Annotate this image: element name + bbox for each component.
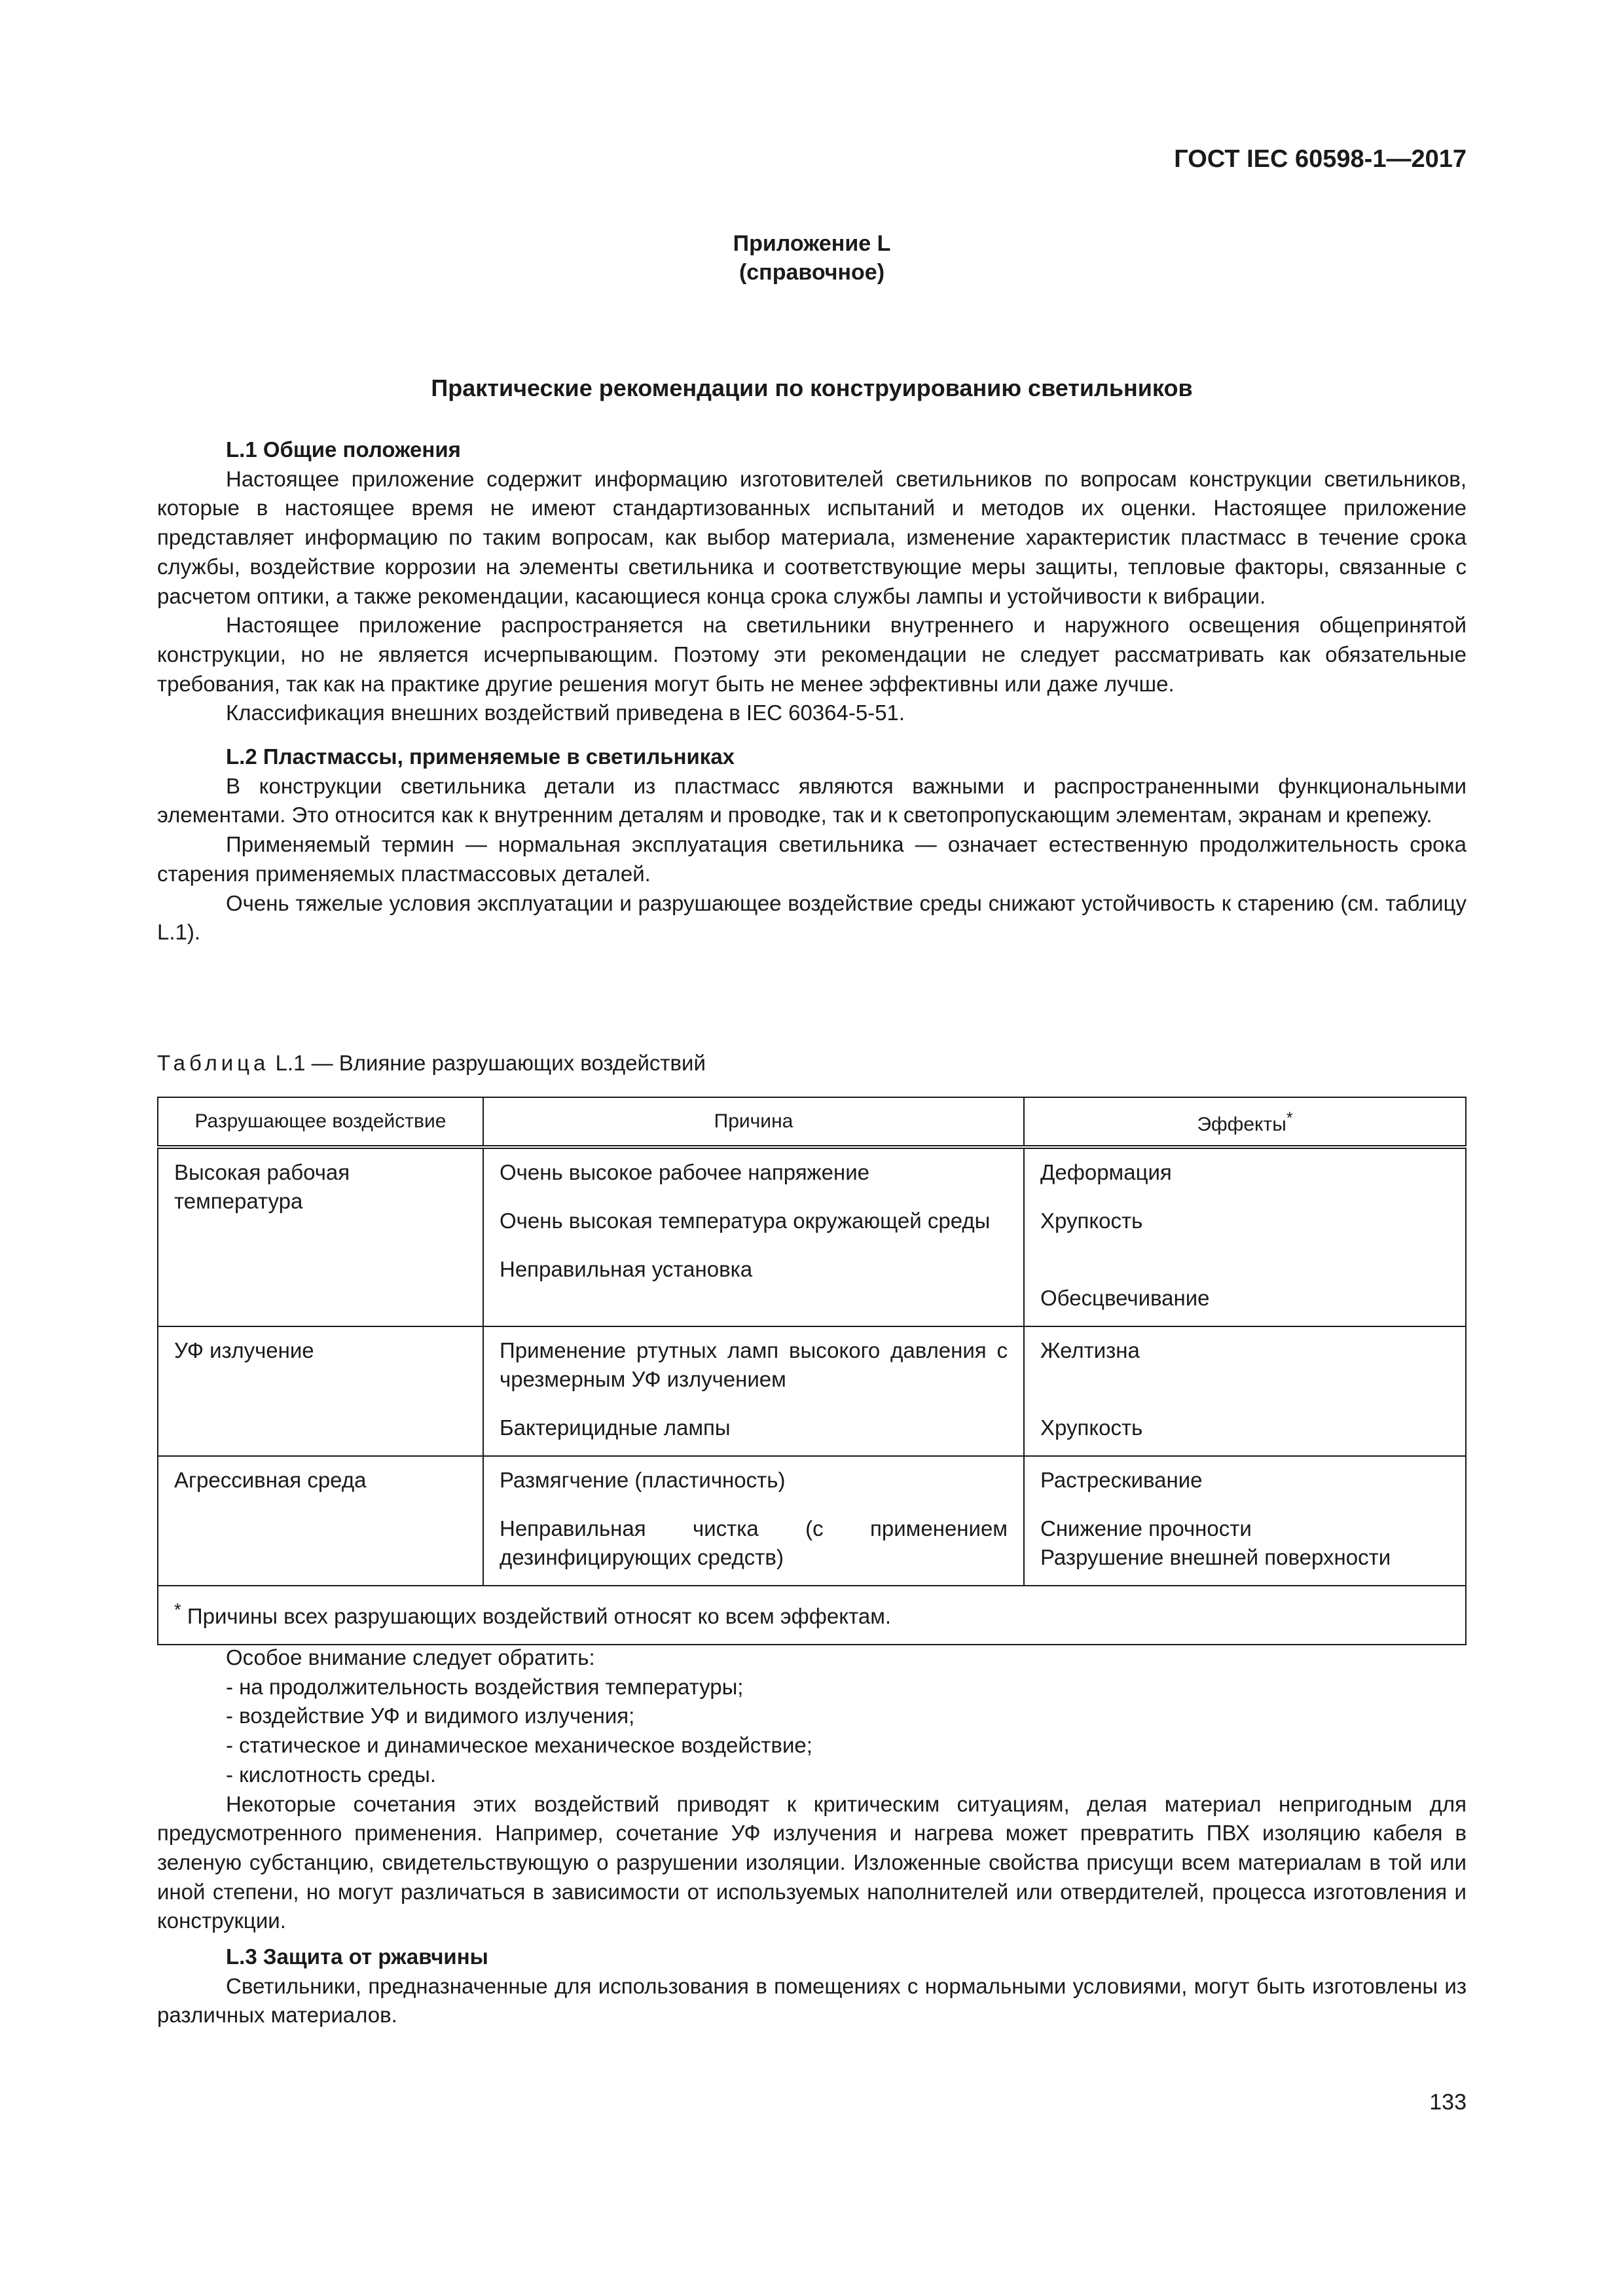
list-item: - кислотность среды. <box>226 1762 437 1787</box>
list-item: - на продолжительность воздействия температуры; <box>226 1674 744 1699</box>
section-l2-continued <box>157 1643 1467 2030</box>
document-page <box>157 0 1467 2296</box>
paragraph: Светильники, предназначенные для использования в помещениях с нормальными условиями, могут быть изготовлены из различных материалов. <box>157 1973 1467 2028</box>
paragraph: Классификация внешних воздействий приведена в IEC 60364-5-51. <box>226 701 905 725</box>
annex-title <box>157 229 1467 287</box>
table-cell-effects: Растрескивание Снижение прочности Разрушение внешней поверхности <box>1024 1456 1466 1586</box>
table-header-cell: Причина <box>483 1097 1024 1147</box>
table-footnote-row <box>158 1586 1466 1645</box>
effects-table <box>157 1097 1467 1645</box>
section-l1-l2 <box>157 435 1467 947</box>
footnote-mark: * <box>174 1599 181 1620</box>
paragraph: Особое внимание следует обратить: <box>226 1645 595 1669</box>
list-item: - воздействие УФ и видимого излучения; <box>226 1704 635 1728</box>
table-row <box>158 1147 1466 1326</box>
table-cell-factor: Агрессивная среда <box>158 1456 483 1586</box>
annex-label: Приложение L <box>733 231 891 256</box>
section-heading-l3: L.3 Защита от ржавчины <box>226 1944 488 1969</box>
table-row <box>158 1456 1466 1586</box>
table-header-cell: Эффекты* <box>1024 1097 1466 1147</box>
paragraph: Настоящее приложение содержит информацию изготовителей светильников по вопросам конструкции светильников, которые в настоящее время не имеют стандартизованных испытаний и методов их оценки. Настоящее приложение представляет информацию по таким вопросам, как выбор материала, изменение характеристик пластмасс в течение срока службы, воздействие коррозии на элементы светильника и соответствующие меры защиты, тепловые факторы, связанные с расчетом оптики, а также рекомендации, касающиеся конца срока службы лампы и устойчивости к вибрации. <box>157 466 1467 608</box>
table-cell-effects: Деформация Хрупкость Обесцвечивание <box>1024 1147 1466 1326</box>
table-cell-causes: Очень высокое рабочее напряжение Очень высокая температура окружающей среды Неправильная установка <box>483 1147 1024 1326</box>
paragraph: Очень тяжелые условия эксплуатации и разрушающее воздействие среды снижают устойчивость к старению (см. таблицу L.1). <box>157 890 1467 945</box>
table-row <box>158 1326 1466 1456</box>
table-caption-word: Таблица <box>157 1051 270 1075</box>
footnote-mark: * <box>1286 1109 1293 1127</box>
table-cell-causes: Применение ртутных ламп высокого давления с чрезмерным УФ излучением Бактерицидные лампы <box>483 1326 1024 1456</box>
paragraph: Применяемый термин — нормальная эксплуатация светильника — означает естественную продолжительность срока старения применяемых пластмассовых деталей. <box>157 832 1467 886</box>
paragraph: В конструкции светильника детали из пластмасс являются важными и распространенными функциональными элементами. Это относится как к внутренним деталям и проводке, так и к светопропускающим элементам, экранам и крепежу. <box>157 773 1467 828</box>
table-footnote: * Причины всех разрушающих воздействий относят ко всем эффектам. <box>158 1586 1466 1645</box>
table-caption-text: L.1 — Влияние разрушающих воздействий <box>275 1051 706 1075</box>
list-item: - статическое и динамическое механическое воздействие; <box>226 1733 812 1758</box>
table-cell-causes: Размягчение (пластичность) Неправильная чистка (с применением дезинфицирующих средств) <box>483 1456 1024 1586</box>
annex-main-title: Практические рекомендации по конструированию светильников <box>431 374 1193 401</box>
table-cell-factor: Высокая рабочая температура <box>158 1147 483 1326</box>
table-header-row <box>158 1097 1466 1147</box>
paragraph: Некоторые сочетания этих воздействий приводят к критическим ситуациям, делая материал непригодным для предусмотренного применения. Например, сочетание УФ излучения и нагрева может превратить ПВХ изоляцию кабеля в зеленую субстанцию, свидетельствующую о разрушении изоляции. Изложенные свойства присущи всем материалам в той или иной степени, но могут различаться в зависимости от используемых наполнителей или отвердителей, процесса изготовления и конструкции. <box>157 1791 1467 1933</box>
page-number: 133 <box>1429 2090 1467 2115</box>
paragraph: Настоящее приложение распространяется на светильники внутреннего и наружного освещения общепринятой конструкции, но не является исчерпывающим. Поэтому эти рекомендации не следует рассматривать как обязательные требования, так как на практике другие решения могут быть не менее эффективны или даже лучше. <box>157 613 1467 696</box>
document-code: ГОСТ IEC 60598-1—2017 <box>1174 145 1467 173</box>
section-heading-l1: L.1 Общие положения <box>226 437 461 462</box>
table-cell-factor: УФ излучение <box>158 1326 483 1456</box>
annex-status: (справочное) <box>739 260 885 285</box>
table-cell-effects: Желтизна Хрупкость <box>1024 1326 1466 1456</box>
table-header-cell: Разрушающее воздействие <box>158 1097 483 1147</box>
section-heading-l2: L.2 Пластмассы, применяемые в светильниках <box>226 744 735 769</box>
table-caption <box>157 1051 706 1076</box>
